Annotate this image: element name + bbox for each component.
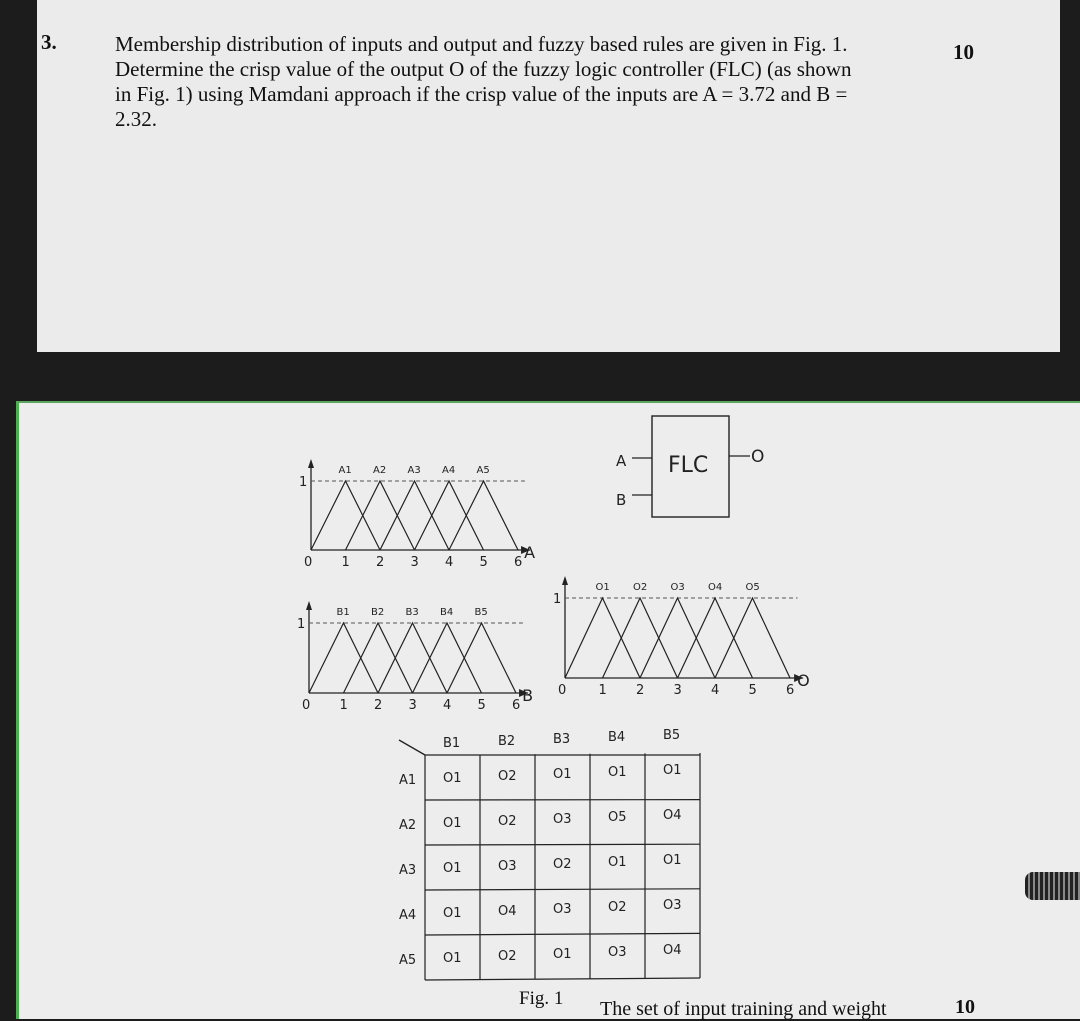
rule-cell: O1: [443, 816, 462, 831]
flc-output-label: O: [751, 447, 764, 467]
rule-cell: O4: [663, 943, 682, 958]
chart-o-tick-label: 5: [749, 683, 757, 698]
question-marks: 10: [953, 40, 974, 65]
chart-b-set-label: B4: [440, 607, 453, 618]
chart-o-mf-O5: [715, 598, 790, 678]
chart-o-mf-O2: [603, 598, 678, 678]
chart-a-set-label: A1: [339, 465, 352, 476]
chart-a-y-arrow: [308, 459, 314, 468]
rule-table-hline: [425, 933, 700, 935]
chart-b-mf-B1: [309, 623, 378, 693]
chart-a-set-label: A4: [442, 465, 455, 476]
rule-col-header: B5: [663, 728, 680, 743]
rule-cell: O3: [608, 945, 627, 960]
rule-row-header: A3: [399, 863, 416, 878]
chart-b-set-label: B1: [337, 607, 350, 618]
chart-b-tick-label: 2: [374, 698, 382, 713]
rule-cell: O1: [443, 951, 462, 966]
chart-o-tick-label: 6: [786, 683, 794, 698]
chart-a-mf-A1: [311, 481, 380, 550]
rule-cell: O3: [663, 898, 682, 913]
rule-cell: O1: [608, 855, 627, 870]
rule-cell: O2: [498, 949, 517, 964]
chart-a-unity-label: 1: [299, 475, 307, 490]
chart-o-unity-label: 1: [553, 592, 561, 607]
chart-o-tick-label: 3: [674, 683, 682, 698]
rule-cell: O1: [553, 767, 572, 782]
chart-o-set-label: O5: [746, 582, 760, 593]
flc-title: FLC: [668, 453, 708, 478]
chart-b-y-arrow: [306, 601, 312, 610]
rule-cell: O1: [663, 763, 682, 778]
rule-cell: O5: [608, 810, 627, 825]
rule-row-header: A1: [399, 773, 416, 788]
rule-cell: O4: [663, 808, 682, 823]
chart-a-tick-label: 6: [514, 555, 522, 570]
chart-b-set-label: B2: [371, 607, 384, 618]
question-number: 3.: [41, 30, 57, 55]
chart-a-mf-A4: [415, 481, 484, 550]
question-line: in Fig. 1) using Mamdani approach if the crisp value of the inputs are A = 3.72 and B =: [115, 82, 945, 107]
chart-b-unity-label: 1: [297, 617, 305, 632]
rule-cell: O2: [498, 769, 517, 784]
chart-b-set-label: B3: [406, 607, 419, 618]
next-question-marks: 10: [955, 996, 975, 1019]
chart-a-tick-label: 4: [445, 555, 453, 570]
chart-o-tick-label: 2: [636, 683, 644, 698]
question-line: Membership distribution of inputs and output and fuzzy based rules are given in Fig. 1.: [115, 32, 945, 57]
chart-o-set-label: O1: [596, 582, 610, 593]
chart-a-mf-A3: [380, 481, 449, 550]
pen-object: [1025, 872, 1080, 900]
chart-a-set-label: A2: [373, 465, 386, 476]
rule-cell: O2: [498, 814, 517, 829]
chart-o-set-label: O2: [633, 582, 647, 593]
chart-b-tick-label: 5: [478, 698, 486, 713]
chart-a-tick-label: 2: [376, 555, 384, 570]
rule-cell: O1: [443, 906, 462, 921]
chart-a-set-label: A3: [408, 465, 421, 476]
rule-cell: O1: [443, 861, 462, 876]
chart-o-mf-O4: [678, 598, 753, 678]
rule-table-hline: [425, 889, 700, 890]
rule-cell: O2: [553, 857, 572, 872]
rule-cell: O1: [443, 771, 462, 786]
figure-caption: Fig. 1: [519, 988, 563, 1010]
chart-b-mf-B5: [447, 623, 516, 693]
chart-a-set-label: A5: [477, 465, 490, 476]
chart-b-tick-label: 3: [409, 698, 417, 713]
chart-o-tick-label: 1: [599, 683, 607, 698]
chart-o-y-arrow: [562, 576, 568, 585]
flc-input-b-label: B: [616, 491, 626, 509]
chart-a-tick-label: 3: [411, 555, 419, 570]
next-question-text: The set of input training and weight: [600, 998, 887, 1021]
chart-b-mf-B2: [344, 623, 413, 693]
chart-o-axis-label: O: [797, 671, 810, 690]
question-line: Determine the crisp value of the output O of the fuzzy logic controller (FLC) (as shown: [115, 57, 945, 82]
chart-b-tick-label: 1: [340, 698, 348, 713]
question-line: 2.32.: [115, 107, 945, 132]
rule-col-header: B2: [498, 734, 515, 749]
rule-cell: O3: [553, 812, 572, 827]
chart-o-set-label: O3: [671, 582, 685, 593]
chart-o-tick-label: 0: [558, 683, 566, 698]
chart-a-mf-A5: [449, 481, 518, 550]
rule-cell: O4: [498, 904, 517, 919]
chart-o-mf-O1: [565, 598, 640, 678]
rule-table-hline: [425, 844, 700, 845]
rule-cell: O3: [498, 859, 517, 874]
chart-o-mf-O3: [640, 598, 715, 678]
chart-b-mf-B4: [413, 623, 482, 693]
chart-a-axis-label: A: [524, 543, 535, 562]
chart-b-tick-label: 6: [512, 698, 520, 713]
rule-cell: O1: [608, 765, 627, 780]
rule-cell: O3: [553, 902, 572, 917]
rule-col-header: B1: [443, 736, 460, 751]
chart-b-mf-B3: [378, 623, 447, 693]
chart-b-tick-label: 4: [443, 698, 451, 713]
chart-b-axis-label: B: [522, 686, 533, 705]
rule-table-hline: [425, 978, 700, 980]
rule-row-header: A4: [399, 908, 416, 923]
chart-b-tick-label: 0: [302, 698, 310, 713]
chart-a-tick-label: 5: [480, 555, 488, 570]
flc-input-a-label: A: [616, 452, 627, 470]
rule-col-header: B4: [608, 730, 625, 745]
rule-cell: O2: [608, 900, 627, 915]
chart-o-tick-label: 4: [711, 683, 719, 698]
rule-cell: O1: [663, 853, 682, 868]
rule-row-header: A2: [399, 818, 416, 833]
chart-a-tick-label: 1: [342, 555, 350, 570]
chart-a-tick-label: 0: [304, 555, 312, 570]
chart-o-set-label: O4: [708, 582, 722, 593]
rule-cell: O1: [553, 947, 572, 962]
rule-col-header: B3: [553, 732, 570, 747]
chart-a-mf-A2: [346, 481, 415, 550]
rule-table-corner: [399, 740, 425, 755]
rule-row-header: A5: [399, 953, 416, 968]
chart-b-set-label: B5: [475, 607, 488, 618]
